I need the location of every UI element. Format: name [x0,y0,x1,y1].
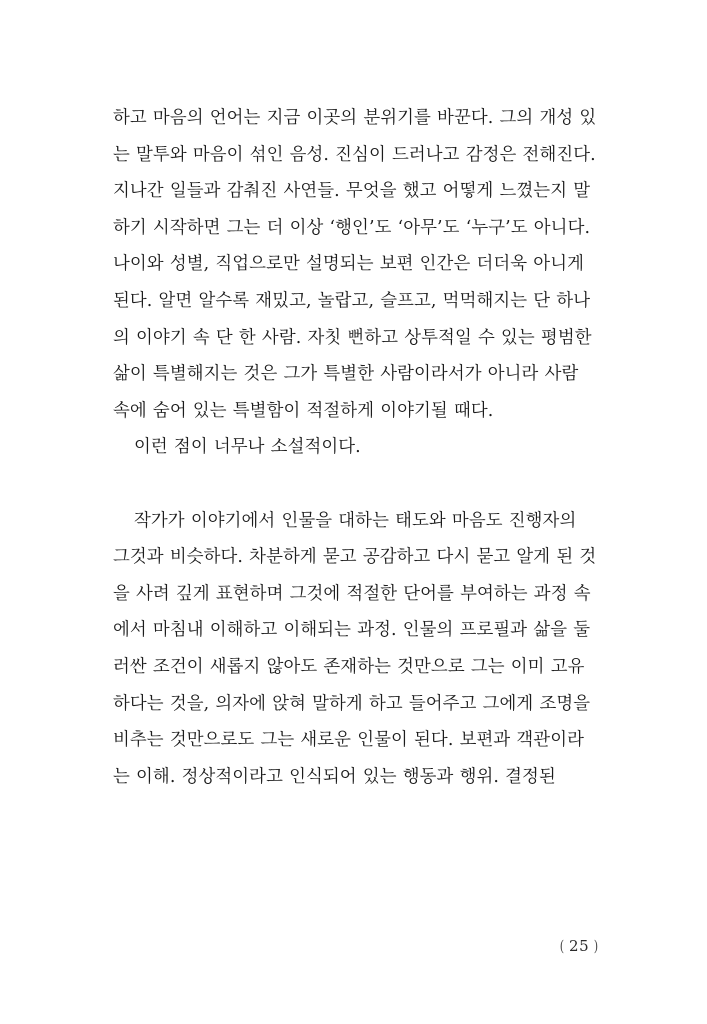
body-paragraph-3: 작가가 이야기에서 인물을 대하는 태도와 마음도 진행자의 그것과 비슷하다. 차분하게 묻고 공감하고 다시 묻고 알게 된 것을 사려 깊게 표현하며 그것에 적절한 단어를 부여하는 과정 속에서 마침내 이해하고 이해되는 과정. 인물의 프로필과 삶을 둘러싼 조건이 새롭지 않아도 존재하는 것만으로 그는 이미 고유하다는 것을, 의자에 앉혀 말하게 하고 들어주고 그에게 조명을 비추는 것만으로도 그는 새로운 인물이 된다. 보편과 객관이라는 이해. 정상적이라고 인식되어 있는 행동과 행위. 결정된 [113,510,597,787]
page-text-block [113,100,602,795]
body-paragraph-1: 하고 마음의 언어는 지금 이곳의 분위기를 바꾼다. 그의 개성 있는 말투와 마음이 섞인 음성. 진심이 드러나고 감정은 전해진다. 지나간 일들과 감춰진 사연들. 무엇을 했고 어떻게 느꼈는지 말하기 시작하면 그는 더 이상 ‘행인’도 ‘아무’도 ‘누구’도 아니다. 나이와 성별, 직업으로만 설명되는 보편 인간은 더더욱 아니게 된다. 알면 알수록 재밌고, 놀랍고, 슬프고, 먹먹해지는 단 하나의 이야기 속 단 한 사람. 자칫 뻔하고 상투적일 수 있는 평범한 삶이 특별해지는 것은 그가 특별한 사람이라서가 아니라 사람 속에 숨어 있는 특별함이 적절하게 이야기될 때다. [113,108,602,421]
page-number-bracket-open: ( [559,937,565,955]
page-number-bracket-close: ) [593,937,599,955]
body-paragraph-2: 이런 점이 너무나 소설적이다. [134,437,361,458]
paragraph-spacer [113,466,599,503]
page-number-value: 25 [569,937,590,955]
page-number [0,935,707,956]
